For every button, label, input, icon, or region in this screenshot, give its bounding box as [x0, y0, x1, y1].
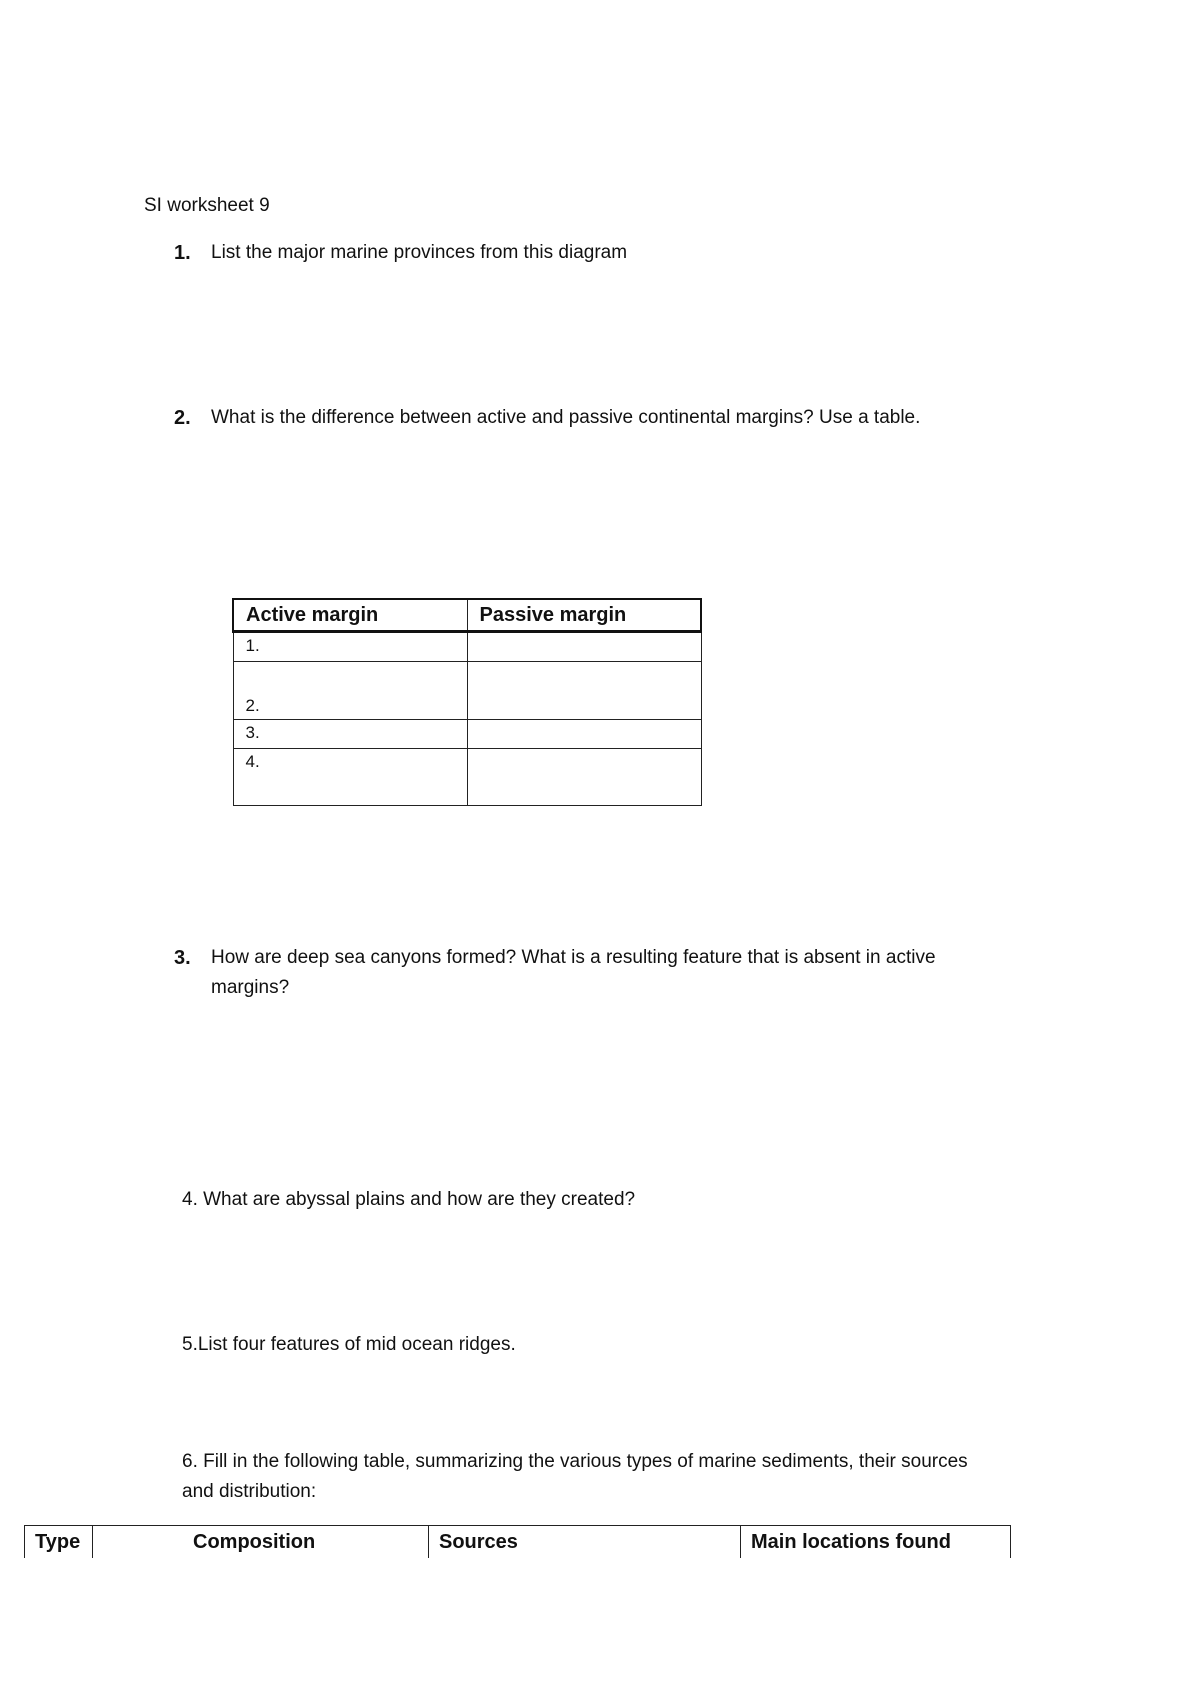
question-1-number: 1. — [174, 242, 191, 264]
table-row — [233, 748, 701, 805]
question-5-text: 5.List four features of mid ocean ridges. — [182, 1334, 516, 1355]
question-6-text-line1: 6. Fill in the following table, summarizing the various types of marine sediments, their sources — [182, 1451, 968, 1472]
active-cell[interactable]: 3. — [233, 719, 467, 748]
passive-cell[interactable] — [467, 632, 701, 662]
header-sources: Sources — [429, 1526, 741, 1559]
question-2-number: 2. — [174, 407, 191, 429]
active-cell[interactable]: 4. — [233, 748, 467, 805]
question-4-text: 4. What are abyssal plains and how are they created? — [182, 1189, 636, 1210]
passive-cell[interactable] — [467, 662, 701, 719]
question-2-text: What is the difference between active and passive continental margins? Use a table. — [211, 407, 921, 428]
active-cell[interactable]: 1. — [233, 632, 467, 662]
table-row — [233, 632, 701, 662]
table-row — [233, 719, 701, 748]
header-active-margin: Active margin — [233, 599, 467, 632]
question-3-number: 3. — [174, 947, 191, 969]
worksheet-title: SI worksheet 9 — [144, 195, 270, 216]
sediment-table — [24, 1525, 1011, 1558]
question-3-text-line1: How are deep sea canyons formed? What is a resulting feature that is absent in active — [211, 947, 936, 968]
active-cell[interactable] — [233, 662, 467, 719]
margin-comparison-table — [232, 598, 702, 806]
passive-cell[interactable] — [467, 719, 701, 748]
question-3-text-line2: margins? — [211, 977, 290, 998]
table-row — [233, 662, 701, 719]
question-1-text: List the major marine provinces from this diagram — [211, 242, 628, 263]
header-passive-margin: Passive margin — [467, 599, 701, 632]
passive-cell[interactable] — [467, 748, 701, 805]
header-type: Type — [25, 1526, 93, 1559]
question-6-text-line2: and distribution: — [182, 1481, 317, 1502]
header-composition: Composition — [93, 1526, 429, 1559]
row-label: 2. — [245, 695, 260, 715]
header-main-locations: Main locations found — [741, 1526, 1011, 1559]
